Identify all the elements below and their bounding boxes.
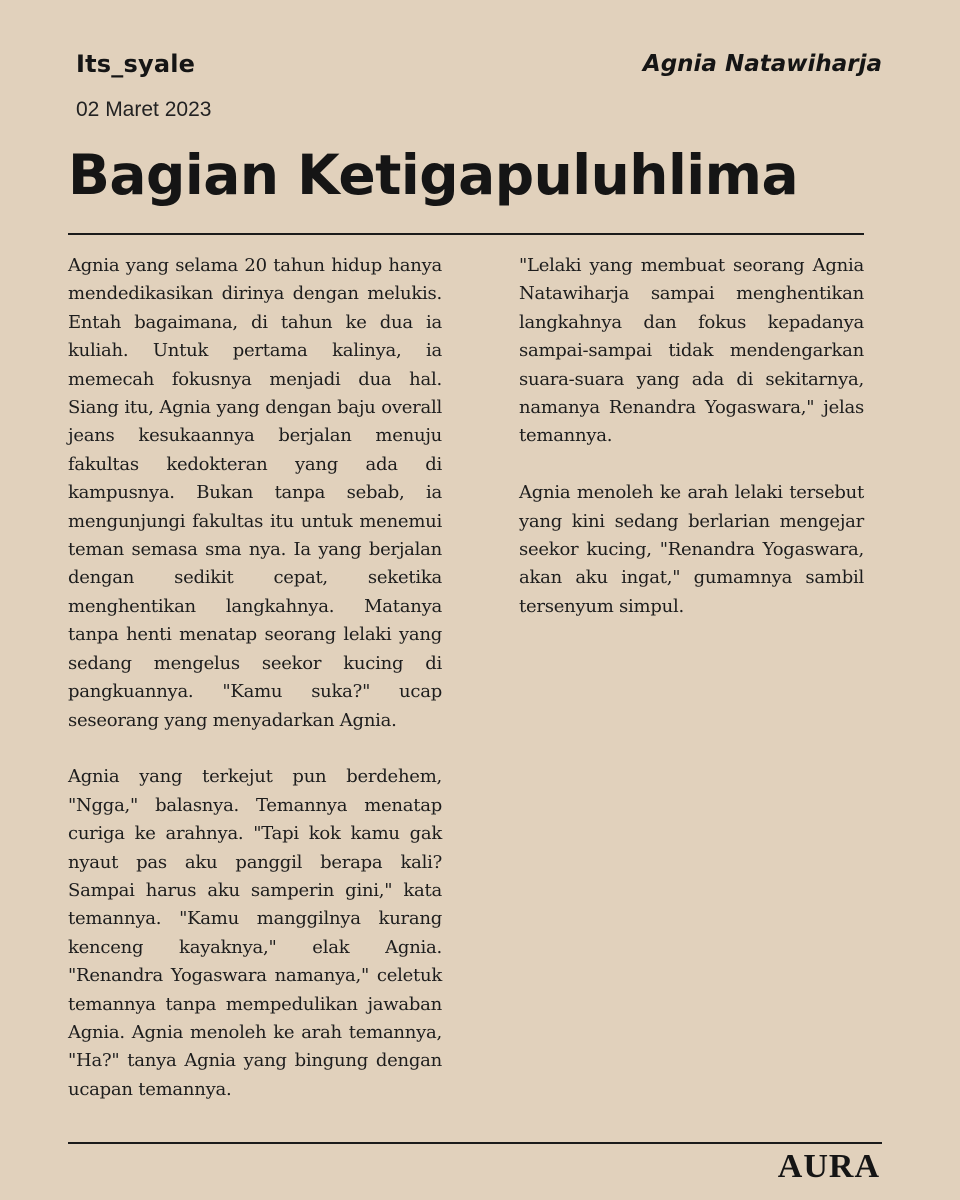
brand-logo: AURA bbox=[777, 1148, 880, 1185]
top-divider bbox=[68, 233, 864, 235]
bottom-divider bbox=[68, 1142, 882, 1144]
paragraph: "Lelaki yang membuat seorang Agnia Natawiharja sampai menghentikan langkahnya dan fokus kepadanya sampai-sampai tidak mendengarkan suara-suara yang ada di sekitarnya, namanya Renandra Yogaswara," jelas temannya. bbox=[519, 255, 864, 447]
publish-date: 02 Maret 2023 bbox=[76, 98, 212, 121]
right-column bbox=[519, 252, 864, 650]
page-title: Bagian Ketigapuluhlima bbox=[68, 143, 799, 207]
left-column bbox=[68, 252, 442, 1133]
paragraph: Agnia yang selama 20 tahun hidup hanya mendedikasikan dirinya dengan melukis. Entah bagaimana, di tahun ke dua ia kuliah. Untuk pertama kalinya, ia memecah fokusnya menjadi dua hal. Siang itu, Agnia yang dengan baju overall jeans kesukaannya berjalan menuju fakultas kedokteran yang ada di kampusnya. Bukan tanpa sebab, ia mengunjungi fakultas itu untuk menemui teman semasa sma nya. Ia yang berjalan dengan sedikit cepat, seketika menghentikan langkahnya. Matanya tanpa henti menatap seorang lelaki yang sedang mengelus seekor kucing di pangkuannya. "Kamu suka?" ucap seseorang yang menyadarkan Agnia. bbox=[68, 255, 442, 731]
author-name: Agnia Natawiharja bbox=[642, 51, 882, 77]
paragraph: Agnia menoleh ke arah lelaki tersebut yang kini sedang berlarian mengejar seekor kucing, "Renandra Yogaswara, akan aku ingat," gumamnya sambil tersenyum simpul. bbox=[519, 482, 864, 617]
handle: Its_syale bbox=[76, 50, 196, 78]
paragraph: Agnia yang terkejut pun berdehem, "Ngga," balasnya. Temannya menatap curiga ke arahnya. "Tapi kok kamu gak nyaut pas aku panggil berapa kali? Sampai harus aku samperin gini," kata temannya. "Kamu manggilnya kurang kenceng kayaknya," elak Agnia. "Renandra Yogaswara namanya," celetuk temannya tanpa mempedulikan jawaban Agnia. Agnia menoleh ke arah temannya, "Ha?" tanya Agnia yang bingung dengan ucapan temannya. bbox=[68, 766, 442, 1100]
